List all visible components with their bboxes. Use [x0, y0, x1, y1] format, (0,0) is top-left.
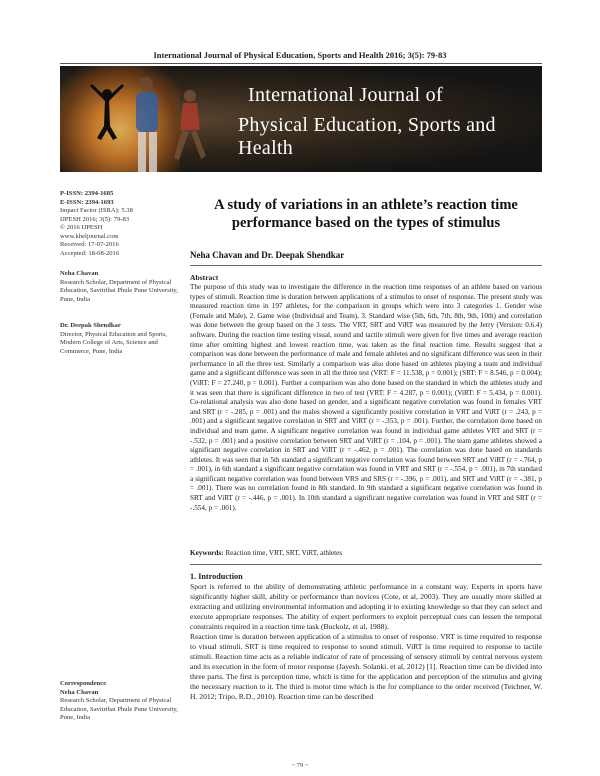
abstract-text: The purpose of this study was to investigate the difference in the reaction time responses of an athlete based on various types of stimuli. Reaction time is duration between applications of a stimulus to onset of response. The present study was measured reaction time in 197 athletes, for the comparison in groups which were into 3 categories 1. Gender wise (Female and Male), 2. Game wise (Individual and Team), 3. Standard wise (5th, 6th, 7th, 8th, 9th, 10th) and correlation was done between the group based on the 3 tests. The VRT, SRT and ViRT was measured by the Jerry (Version: 0.6.4) software. During the reaction time testing visual, sound and tactile stimuli were given for five times and average reaction time after omitting highest and lowest reaction time, was taken as the final reaction time. Results suggest that a comparison was done between the performance of male and female athletes and no significant difference was seen in their performance in all the three test. Similarly a comparison was also done based on athletes playing a team and individual game and a significant difference was seen in all the three test (VRT: F = 11.538, p = 0.001); (SRT: F = 8.546, p = 0.004); (ViRT: F = 27.240, p = 0.001). Further a comparison was also done based on the standard in which the athletes study and it was seen that there is significant difference in two of test (VRT: F = 4.287, p = 0.001); (ViRT: F = 5.434, p = 0.001). Co-relational analysis was also done based on gender, and a significant negative correlation was found in females VRT and SRT (r = -.285, p = .001) and the males showed a significantly positive correlation in VRT and ViRT (r = .243, p = .001) and a significant negative correlation in SRT and ViRT (r = -.353, p = .001). Further, the correlation done based on individual and team game. A significant negative correlation was found in individual game athletes VRT and SRT (r = -.532, p = .001) and a positive correlation between SRT and ViRT (r = .104, p = .001). The team game athletes showed a significant negative correlation in SRT and ViRT (r = -.462, p = .001). The correlation was done based on standards athletes. It was seen that in 5th standard a significant negative correlation was found between SRT and ViRT (r = -.764, p = .001), in 6th standard a significant negative correlation was found in VRT and SRT (r = -.554, p = .001), in 7th standard a significant negative correlation was found between VRS and SRS (r = -.396, p = .001), and SRT and ViRT (r = -.381, p = .001). There was no correlation found in 8th standard. In 9th standard a significant negative correlation was found in SRT and ViRT (r = -.446, p = .001). In 10th standard a significant negative correlation was found in VRT and SRT (r = -.554, p = .001).	[190, 283, 542, 512]
keywords-divider	[190, 564, 542, 565]
introduction-heading: 1. Introduction	[190, 572, 243, 581]
sprinter-figure	[174, 90, 206, 160]
sidebar-author2	[60, 322, 180, 356]
sidebar-author1	[60, 270, 180, 304]
received-date: Received: 17-07-2016	[60, 241, 119, 248]
cricketer-figure	[136, 77, 158, 172]
journal-banner	[60, 66, 542, 172]
keywords-text: Reaction time, VRT, SRT, ViRT, athletes	[223, 549, 343, 557]
correspondence-name: Neha Chavan	[60, 688, 99, 696]
intro-paragraph: Reaction time is duration between application of a stimulus to onset of response. VRT is time required to response to visual stimuli. SRT is time required to response to sound stimuli. ViRT is time required to response to tactile stimuli. Reaction time acts as a reliable indicator of rate of processing of sensory stimuli by central nervous system and its execution in the form of motor response (Jayesh. Solanki. et al, 2012) [1]. Reaction time can be divided into three parts. The first is perception time, which is time for the application and perception of the stimulus and giving the necessary reaction to it. The third is motor time which is the for compliance to the order received (Teichner, W. H. 2012; Tripo, R.D., 2010). Reaction time can be described	[190, 632, 542, 701]
issn-print: P-ISSN: 2394-1685	[60, 190, 114, 197]
journal-volume: IJPESH 2016; 3(5): 79-83	[60, 215, 130, 223]
author1-affiliation: Research Scholar, Department of Physical Education, Savitribai Phule Pune University, Pune, India	[60, 278, 178, 303]
impact-factor: Impact Factor (ISRA): 5.38	[60, 207, 133, 214]
sidebar-correspondence	[60, 680, 180, 723]
author2-name: Dr. Deepak Shendkar	[60, 322, 121, 329]
author1-name: Neha Chavan	[60, 270, 99, 277]
banner-title-line1: International Journal of	[248, 84, 443, 106]
authors-divider	[190, 265, 542, 266]
yoga-silhouette-icon	[90, 84, 124, 140]
keywords-label: Keywords:	[190, 549, 224, 557]
issn-electronic: E-ISSN: 2394-1693	[60, 198, 114, 206]
page-number: ~ 79 ~	[291, 762, 309, 769]
correspondence-label: Correspondence	[60, 680, 107, 687]
intro-paragraph: Sport is referred to the ability of demonstrating athletic performance in a constant way. Experts in sports have significantly higher skill, ability or performance than novices (Cote, et al, 2003). They are usually more skilled at extracting and utilizing environmental information and adopting it to existing knowledge so that they can select and execute appropriate responses. The ability of expert performers to exploit perceptual cues can lessen the temporal constraints required in a reaction time task (Buckolz, et al, 1988).	[190, 582, 542, 631]
correspondence-affiliation: Research Scholar, Department of Physical Education, Savitribai Phule Pune University, Pune, India	[60, 697, 178, 721]
keywords	[190, 549, 342, 557]
website-link[interactable]: www.kheljournal.com	[60, 232, 119, 240]
introduction-body	[190, 582, 542, 702]
abstract-heading: Abstract	[190, 273, 219, 282]
author2-affiliation: Director, Physical Education and Sports, Modern College of Arts, Science and Commerce, Pune, India	[60, 330, 168, 355]
accepted-date: Accepted: 18-08-2016	[60, 249, 120, 257]
sidebar-publication-info	[60, 190, 180, 258]
header-divider	[60, 63, 542, 64]
article-authors: Neha Chavan and Dr. Deepak Shendkar	[190, 250, 345, 260]
banner-title-line2: Physical Education, Sports and Health	[238, 114, 496, 159]
article-title: A study of variations in an athlete’s reaction time performance based on the types of stimulus	[214, 197, 518, 231]
running-head: International Journal of Physical Education, Sports and Health 2016; 3(5): 79-83	[153, 50, 447, 60]
copyright: © 2016 IJPESH	[60, 224, 103, 231]
